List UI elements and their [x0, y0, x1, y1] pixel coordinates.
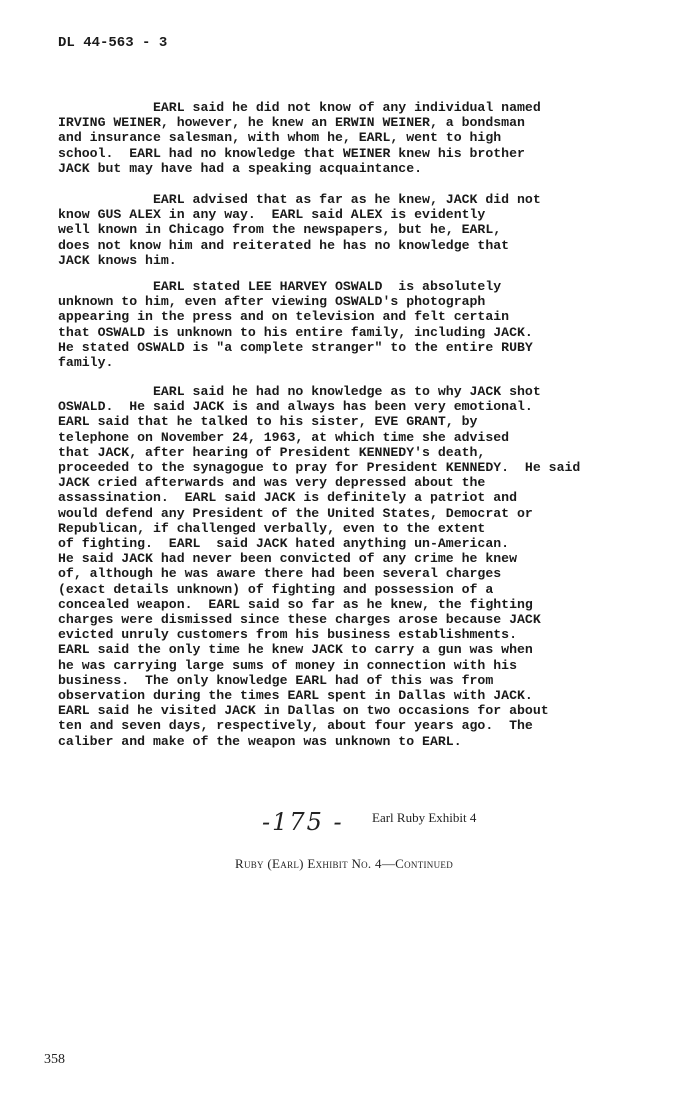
paragraph-oswald-unknown: EARL stated LEE HARVEY OSWALD is absolutely unknown to him, even after viewing OSWALD's photograph appearing in the press and on television and felt certain that OSWALD is unknown to his entire family, including JACK. He stated OSWALD is "a complete stranger" to the entire RUBY family.: [58, 279, 533, 371]
paragraph-jack-shot-oswald: EARL said he had no knowledge as to why JACK shot OSWALD. He said JACK is and always has been very emotional. EARL said that he talked to his sister, EVE GRANT, by telephone on November 24, 1963, at which time she advised that JACK, after hearing of President KENNEDY's death, proceeded to the synagogue to pray for President KENNEDY. He said JACK cried afterwards and was very depressed about the assassination. EARL said JACK is definitely a patriot and would defend any President of the United States, Democrat or Republican, if challenged verbally, even to the extent of fighting. EARL said JACK hated anything un-American. He said JACK had never been convicted of any crime he knew of, although he was aware there had been several charges (exact details unknown) of fighting and possession of a concealed weapon. EARL said so far as he knew, the fighting charges were dismissed since these charges arose because JACK evicted unruly customers from his business establishments. EARL said the only time he knew JACK to carry a gun was when he was carrying large sums of money in connection with his business. The only knowledge EARL had of this was from observation during the times EARL spent in Dallas with JACK. EARL said he visited JACK in Dallas on two occasions for about ten and seven days, respectively, about four years ago. The caliber and make of the weapon was unknown to EARL.: [58, 384, 581, 749]
paragraph-gus-alex: EARL advised that as far as he knew, JACK did not know GUS ALEX in any way. EARL said ALEX is evidently well known in Chicago from the newspapers, but he, EARL, does not know him and reiterated he has no knowledge that JACK knows him.: [58, 192, 541, 268]
page-number: 358: [44, 1052, 65, 1067]
file-number-header: DL 44-563 - 3: [58, 35, 168, 51]
handwritten-page-marker: -175 -: [262, 808, 344, 836]
exhibit-caption: Ruby (Earl) Exhibit No. 4—Continued: [234, 856, 453, 871]
exhibit-stamp: Earl Ruby Exhibit 4: [372, 810, 477, 825]
paragraph-irving-weiner: EARL said he did not know of any individual named IRVING WEINER, however, he knew an ERWIN WEINER, a bondsman and insurance salesman, with whom he, EARL, went to high school. EARL had no knowledge that WEINER knew his brother JACK but may have had a speaking acquaintance.: [58, 100, 541, 176]
